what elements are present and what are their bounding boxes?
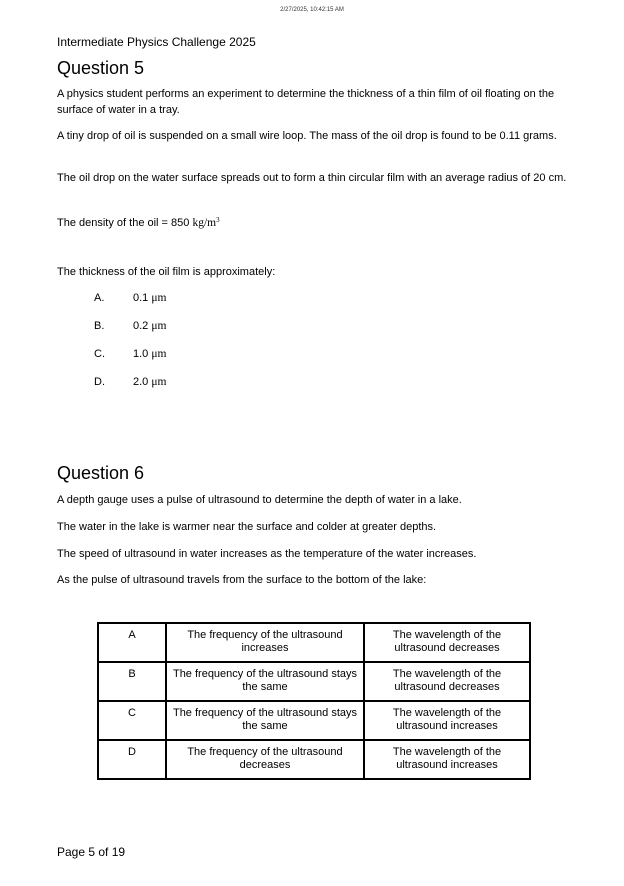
option-unit: μm xyxy=(151,348,167,360)
question-5-prompt: The thickness of the oil film is approximately: xyxy=(57,266,276,278)
option-value: 2.0 xyxy=(133,376,149,388)
option-c[interactable] xyxy=(94,348,166,360)
table-row[interactable] xyxy=(98,740,530,779)
density-unit-exponent: 3 xyxy=(216,216,220,224)
frequency-cell: The frequency of the ultrasound stays the same xyxy=(166,662,364,701)
page-number: Page 5 of 19 xyxy=(57,845,126,859)
wavelength-cell: The wavelength of the ultrasound increases xyxy=(364,740,530,779)
question-6-paragraph-1: A depth gauge uses a pulse of ultrasound to determine the depth of water in a lake. xyxy=(57,494,462,506)
question-6-paragraph-3: The speed of ultrasound in water increases as the temperature of the water increases. xyxy=(57,548,477,560)
row-letter: D xyxy=(98,740,166,779)
question-5-density xyxy=(57,212,577,231)
document-header: Intermediate Physics Challenge 2025 xyxy=(57,35,256,49)
print-timestamp: 2/27/2025, 10:42:15 AM xyxy=(280,7,344,13)
wavelength-cell: The wavelength of the ultrasound decreases xyxy=(364,662,530,701)
option-letter: A. xyxy=(94,292,105,304)
answer-table xyxy=(97,622,531,780)
option-value: 0.1 xyxy=(133,292,149,304)
density-unit xyxy=(192,217,219,229)
question-6-paragraph-4: As the pulse of ultrasound travels from the surface to the bottom of the lake: xyxy=(57,574,427,586)
question-6-title: Question 6 xyxy=(57,463,145,483)
table-row[interactable] xyxy=(98,623,530,662)
option-b[interactable] xyxy=(94,320,166,332)
row-letter: A xyxy=(98,623,166,662)
frequency-cell: The frequency of the ultrasound decreases xyxy=(166,740,364,779)
option-letter: D. xyxy=(94,376,105,388)
row-letter: C xyxy=(98,701,166,740)
option-letter: C. xyxy=(94,348,105,360)
wavelength-cell: The wavelength of the ultrasound decreases xyxy=(364,623,530,662)
frequency-cell: The frequency of the ultrasound stays the same xyxy=(166,701,364,740)
option-d[interactable] xyxy=(94,376,166,388)
question-5-paragraph-1: A physics student performs an experiment to determine the thickness of a thin film of oil floating on the surface of water in a tray. xyxy=(57,88,555,116)
row-letter: B xyxy=(98,662,166,701)
question-5-paragraph-2: A tiny drop of oil is suspended on a small wire loop. The mass of the oil drop is found to be 0.11 grams. xyxy=(57,130,557,142)
wavelength-cell: The wavelength of the ultrasound increases xyxy=(364,701,530,740)
density-unit-base: kg/m xyxy=(192,217,217,229)
option-value: 0.2 xyxy=(133,320,149,332)
option-letter: B. xyxy=(94,320,105,332)
option-value: 1.0 xyxy=(133,348,149,360)
option-unit: μm xyxy=(151,320,167,332)
frequency-cell: The frequency of the ultrasound increases xyxy=(166,623,364,662)
option-a[interactable] xyxy=(94,292,166,304)
question-6-paragraph-2: The water in the lake is warmer near the surface and colder at greater depths. xyxy=(57,521,437,533)
table-row[interactable] xyxy=(98,662,530,701)
density-text: The density of the oil = 850 xyxy=(57,217,193,229)
question-5-paragraph-3: The oil drop on the water surface spreads out to form a thin circular film with an average radius of 20 cm. xyxy=(57,172,567,184)
question-5-title: Question 5 xyxy=(57,58,145,78)
option-unit: μm xyxy=(151,376,167,388)
option-unit: μm xyxy=(151,292,167,304)
table-row[interactable] xyxy=(98,701,530,740)
